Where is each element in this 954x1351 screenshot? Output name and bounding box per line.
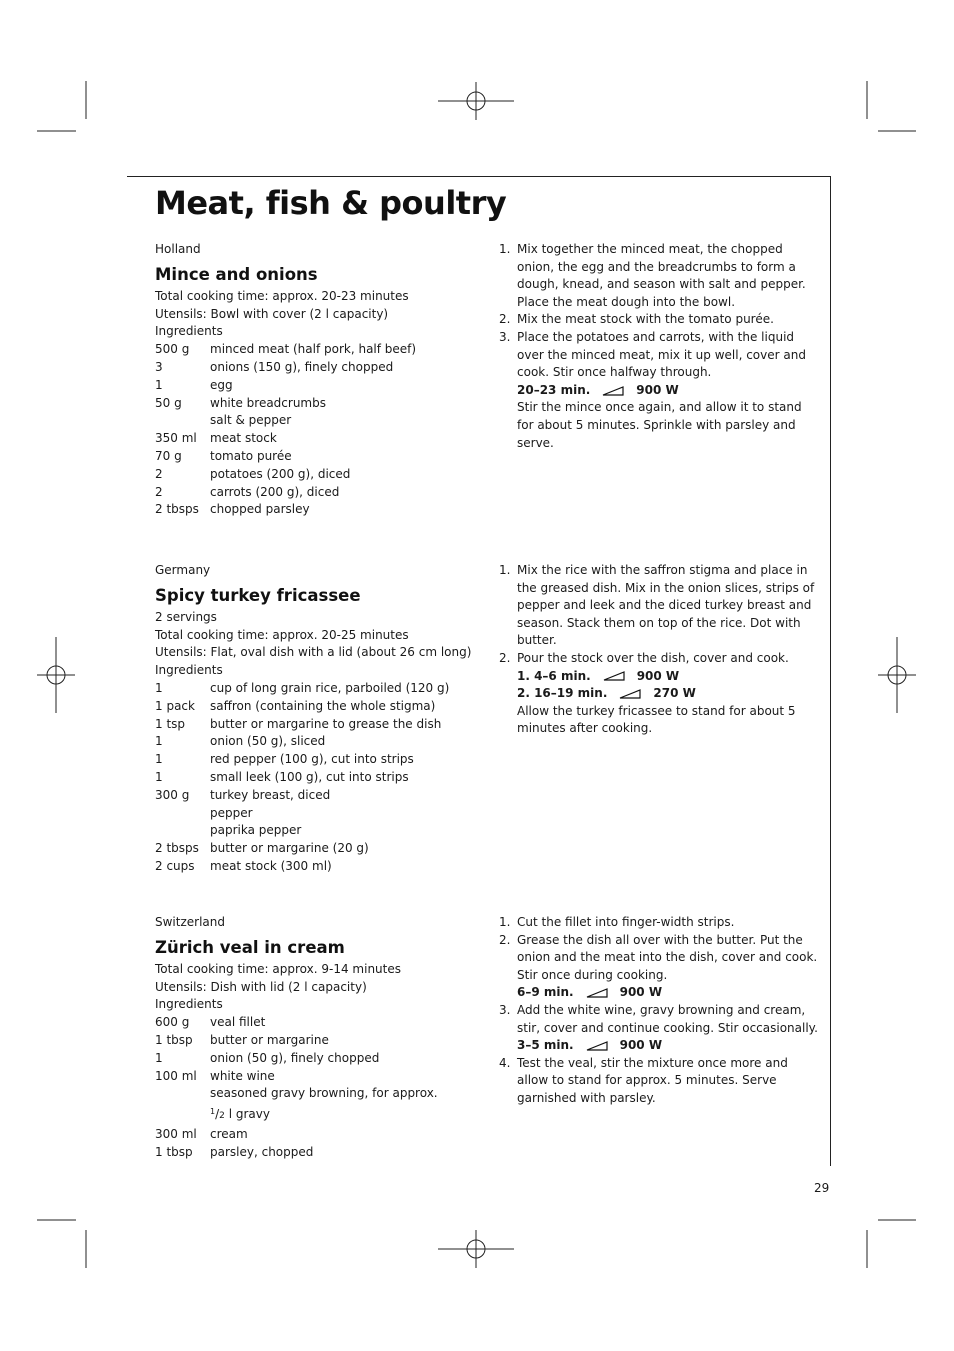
ingredient-row	[155, 430, 475, 448]
ingredient-name: butter or margarine to grease the dish	[210, 716, 442, 731]
ingredient-row	[155, 822, 475, 840]
step-list	[499, 241, 819, 452]
ingredient-name: white wine	[210, 1068, 275, 1083]
ingredient-row	[155, 359, 475, 377]
ingredient-quantity: 1	[155, 734, 163, 749]
step-text: Add the white wine, gravy browning and cream, stir, cover and continue cooking. Stir occasionally.	[517, 1002, 818, 1035]
recipe-info-line: Total cooking time: approx. 9-14 minutes	[155, 961, 401, 976]
ingredient-quantity: 1	[155, 752, 163, 767]
page-number: 29	[814, 1181, 830, 1195]
recipe-ingredients-column	[155, 914, 475, 1162]
recipe-steps-column	[499, 562, 819, 738]
frame-right-rule	[830, 176, 831, 1166]
microwave-power-icon	[586, 988, 608, 998]
ingredient-row	[155, 769, 475, 787]
ingredient-name-text: l gravy	[228, 1107, 270, 1122]
page-title: Meat, fish & poultry	[155, 184, 507, 222]
ingredient-row	[155, 412, 475, 430]
ingredient-quantity: 1	[155, 769, 163, 784]
cooking-time: 6–9 min.	[517, 985, 574, 1000]
recipe-steps-column	[499, 914, 819, 1108]
ingredient-name: butter or margarine (20 g)	[210, 841, 369, 856]
ingredient-row	[155, 716, 475, 734]
ingredient-row	[155, 1014, 475, 1032]
step-text: Pour the stock over the dish, cover and cook.	[517, 650, 789, 665]
ingredient-row	[155, 751, 475, 769]
ingredient-quantity: 2	[155, 484, 163, 499]
step-item	[499, 650, 819, 668]
ingredient-quantity	[155, 1085, 210, 1103]
recipe-info-line: Utensils: Bowl with cover (2 l capacity)	[155, 306, 389, 321]
recipe-title: Spicy turkey fricassee	[155, 585, 361, 605]
crop-mark-icon	[867, 1220, 916, 1268]
step-item	[499, 311, 819, 329]
recipe-info-line: 2 servings	[155, 609, 217, 624]
ingredient-name: meat stock (300 ml)	[210, 858, 332, 873]
ingredient-quantity: 2 tbsps	[155, 841, 199, 856]
ingredient-name: minced meat (half pork, half beef)	[210, 342, 417, 357]
ingredient-name: butter or margarine	[210, 1032, 329, 1047]
ingredient-name: salt & pepper	[210, 413, 292, 428]
step-number: 2.	[499, 932, 511, 947]
ingredient-row	[155, 840, 475, 858]
recipe-info-line: Total cooking time: approx. 20-23 minutes	[155, 288, 409, 303]
step-followup-text: Allow the turkey fricassee to stand for about 5 minutes after cooking.	[517, 703, 796, 736]
cooking-power: 900 W	[636, 668, 680, 683]
ingredient-quantity	[155, 412, 210, 430]
ingredient-row	[155, 484, 475, 502]
cooking-setting	[517, 382, 819, 400]
recipe-ingredients-column	[155, 562, 475, 876]
recipe-title: Zürich veal in cream	[155, 937, 345, 957]
recipe-info-line: Ingredients	[155, 324, 223, 339]
ingredient-name: small leek (100 g), cut into strips	[210, 769, 409, 784]
ingredient-quantity: 1 tbsp	[155, 1144, 193, 1159]
ingredient-name: potatoes (200 g), diced	[210, 466, 351, 481]
ingredient-row	[155, 698, 475, 716]
ingredient-quantity: 1	[155, 377, 163, 392]
fraction-denominator: 2	[219, 1111, 225, 1122]
cooking-time: 2. 16–19 min.	[517, 686, 608, 701]
ingredient-row	[155, 377, 475, 395]
recipe-info-line: Utensils: Dish with lid (2 l capacity)	[155, 979, 367, 994]
ingredient-name: onion (50 g), finely chopped	[210, 1050, 380, 1065]
ingredient-row	[155, 1126, 475, 1144]
ingredient-name: meat stock	[210, 431, 277, 446]
frame-top-rule	[127, 176, 831, 177]
cooking-setting	[517, 984, 819, 1002]
ingredient-name: carrots (200 g), diced	[210, 484, 340, 499]
step-number: 1.	[499, 563, 511, 577]
cooking-power: 270 W	[653, 686, 696, 701]
registration-mark-icon	[438, 1230, 514, 1268]
ingredient-quantity: 70 g	[155, 448, 182, 463]
ingredient-row	[155, 1068, 475, 1086]
ingredient-name: red pepper (100 g), cut into strips	[210, 752, 414, 767]
ingredient-quantity: 300 ml	[155, 1126, 197, 1141]
ingredient-row	[155, 858, 475, 876]
microwave-power-icon	[619, 689, 641, 699]
recipe-title: Mince and onions	[155, 264, 318, 284]
registration-mark-icon	[438, 82, 514, 120]
ingredient-name: parsley, chopped	[210, 1144, 314, 1159]
ingredient-row	[155, 733, 475, 751]
recipe-info-line: Utensils: Flat, oval dish with a lid (about 26 cm long)	[155, 645, 472, 660]
ingredient-row	[155, 1103, 475, 1126]
ingredient-name: onion (50 g), sliced	[210, 734, 326, 749]
recipe-steps-column	[499, 241, 819, 452]
ingredient-row	[155, 680, 475, 698]
ingredient-quantity: 2 tbsps	[155, 502, 199, 517]
microwave-power-icon	[586, 1041, 608, 1051]
recipe-info-line: Total cooking time: approx. 20-25 minutes	[155, 627, 409, 642]
recipe-info-line: Ingredients	[155, 663, 223, 678]
ingredient-row	[155, 1144, 475, 1162]
step-item	[499, 241, 819, 311]
crop-mark-icon	[37, 81, 86, 131]
cooking-power: 900 W	[619, 985, 663, 1000]
step-list	[499, 914, 819, 1108]
ingredient-row	[155, 341, 475, 359]
step-text: Mix together the minced meat, the chopped onion, the egg and the breadcrumbs to form a dough, knead, and season with salt and pepper. Place the meat dough into the bowl.	[517, 242, 806, 309]
ingredient-name: white breadcrumbs	[210, 395, 326, 410]
step-item	[499, 1002, 819, 1037]
step-item	[499, 914, 819, 932]
recipe-ingredients-column	[155, 241, 475, 519]
ingredient-quantity	[155, 822, 210, 840]
ingredient-name: veal fillet	[210, 1015, 266, 1030]
cooking-power: 900 W	[619, 1038, 663, 1053]
registration-mark-icon	[878, 637, 916, 713]
ingredient-row	[155, 787, 475, 805]
ingredient-quantity: 1	[155, 680, 163, 695]
ingredient-row	[155, 1085, 475, 1103]
ingredient-quantity: 2	[155, 466, 163, 481]
ingredient-name: chopped parsley	[210, 502, 310, 517]
recipe-country: Holland	[155, 242, 201, 256]
ingredient-row	[155, 448, 475, 466]
registration-mark-icon	[37, 637, 75, 713]
cooking-time: 20–23 min.	[517, 382, 591, 397]
ingredient-quantity: 1	[155, 1050, 163, 1065]
ingredient-quantity: 100 ml	[155, 1068, 197, 1083]
step-item	[499, 1055, 819, 1108]
step-number: 4.	[499, 1055, 511, 1070]
ingredient-quantity: 300 g	[155, 787, 190, 802]
step-text: Mix the meat stock with the tomato purée.	[517, 312, 774, 327]
ingredient-name: $^1$/2 l gravy	[210, 1107, 270, 1122]
cooking-time: 3–5 min.	[517, 1038, 574, 1053]
crop-mark-icon	[867, 81, 916, 131]
step-list	[499, 562, 819, 738]
step-followup-text: Stir the mince once again, and allow it to stand for about 5 minutes. Sprinkle with parsley and serve.	[517, 400, 802, 450]
ingredient-quantity: 500 g	[155, 342, 190, 357]
cooking-setting	[517, 668, 819, 686]
ingredient-quantity	[155, 805, 210, 823]
step-number: 3.	[499, 329, 511, 344]
cooking-setting	[517, 1037, 819, 1055]
ingredient-list	[155, 680, 475, 876]
step-text: Grease the dish all over with the butter. Put the onion and the meat into the dish, cover and cook. Stir once during cooking.	[517, 932, 818, 982]
ingredient-quantity: 50 g	[155, 395, 182, 410]
recipe-info-line: Ingredients	[155, 997, 223, 1012]
ingredient-quantity: 1 tsp	[155, 716, 186, 731]
ingredient-quantity: 350 ml	[155, 431, 197, 446]
ingredient-name: cup of long grain rice, parboiled (120 g)	[210, 680, 450, 695]
step-item	[499, 932, 819, 985]
step-number: 3.	[499, 1002, 511, 1017]
ingredient-quantity: 1 tbsp	[155, 1032, 193, 1047]
ingredient-name: tomato purée	[210, 448, 292, 463]
ingredient-quantity	[155, 1103, 210, 1126]
microwave-power-icon	[602, 386, 624, 396]
step-item	[499, 329, 819, 382]
step-number: 2.	[499, 650, 511, 665]
ingredient-name: pepper	[210, 805, 253, 820]
ingredient-row	[155, 395, 475, 413]
step-text: Cut the fillet into finger-width strips.	[517, 915, 735, 929]
ingredient-name: cream	[210, 1126, 248, 1141]
recipe-country: Switzerland	[155, 915, 225, 929]
ingredient-name: egg	[210, 377, 233, 392]
ingredient-name: seasoned gravy browning, for approx.	[210, 1086, 438, 1101]
ingredient-name: turkey breast, diced	[210, 787, 331, 802]
ingredient-row	[155, 805, 475, 823]
ingredient-row	[155, 1032, 475, 1050]
fraction-numerator: 1	[210, 1107, 216, 1117]
step-text: Place the potatoes and carrots, with the liquid over the minced meat, mix it up well, cover and cook. Stir once halfway through.	[517, 329, 806, 380]
ingredient-quantity: 3	[155, 359, 163, 374]
cooking-time: 1. 4–6 min.	[517, 668, 591, 683]
step-number: 1.	[499, 242, 511, 256]
ingredient-quantity: 600 g	[155, 1015, 190, 1030]
step-number: 1.	[499, 915, 511, 929]
crop-mark-icon	[37, 1220, 86, 1268]
ingredient-name: paprika pepper	[210, 823, 302, 838]
ingredient-list	[155, 341, 475, 519]
ingredient-list	[155, 1014, 475, 1161]
ingredient-name: onions (150 g), finely chopped	[210, 359, 394, 374]
recipe-country: Germany	[155, 563, 211, 577]
cooking-power: 900 W	[636, 382, 679, 397]
step-text: Mix the rice with the saffron stigma and place in the greased dish. Mix in the onion slices, strips of pepper and leek and the diced turkey breast and season. Stack them on top of the rice. Dot with butter.	[517, 563, 815, 648]
ingredient-quantity: 2 cups	[155, 858, 195, 873]
ingredient-quantity: 1 pack	[155, 698, 195, 713]
ingredient-row	[155, 1050, 475, 1068]
microwave-power-icon	[603, 671, 625, 681]
ingredient-name: saffron (containing the whole stigma)	[210, 698, 436, 713]
step-number: 2.	[499, 312, 511, 327]
cooking-setting	[517, 685, 819, 703]
step-item	[499, 562, 819, 650]
step-text: Test the veal, stir the mixture once more and allow to stand for approx. 5 minutes. Serve garnished with parsley.	[517, 1055, 788, 1105]
ingredient-row	[155, 501, 475, 519]
ingredient-row	[155, 466, 475, 484]
